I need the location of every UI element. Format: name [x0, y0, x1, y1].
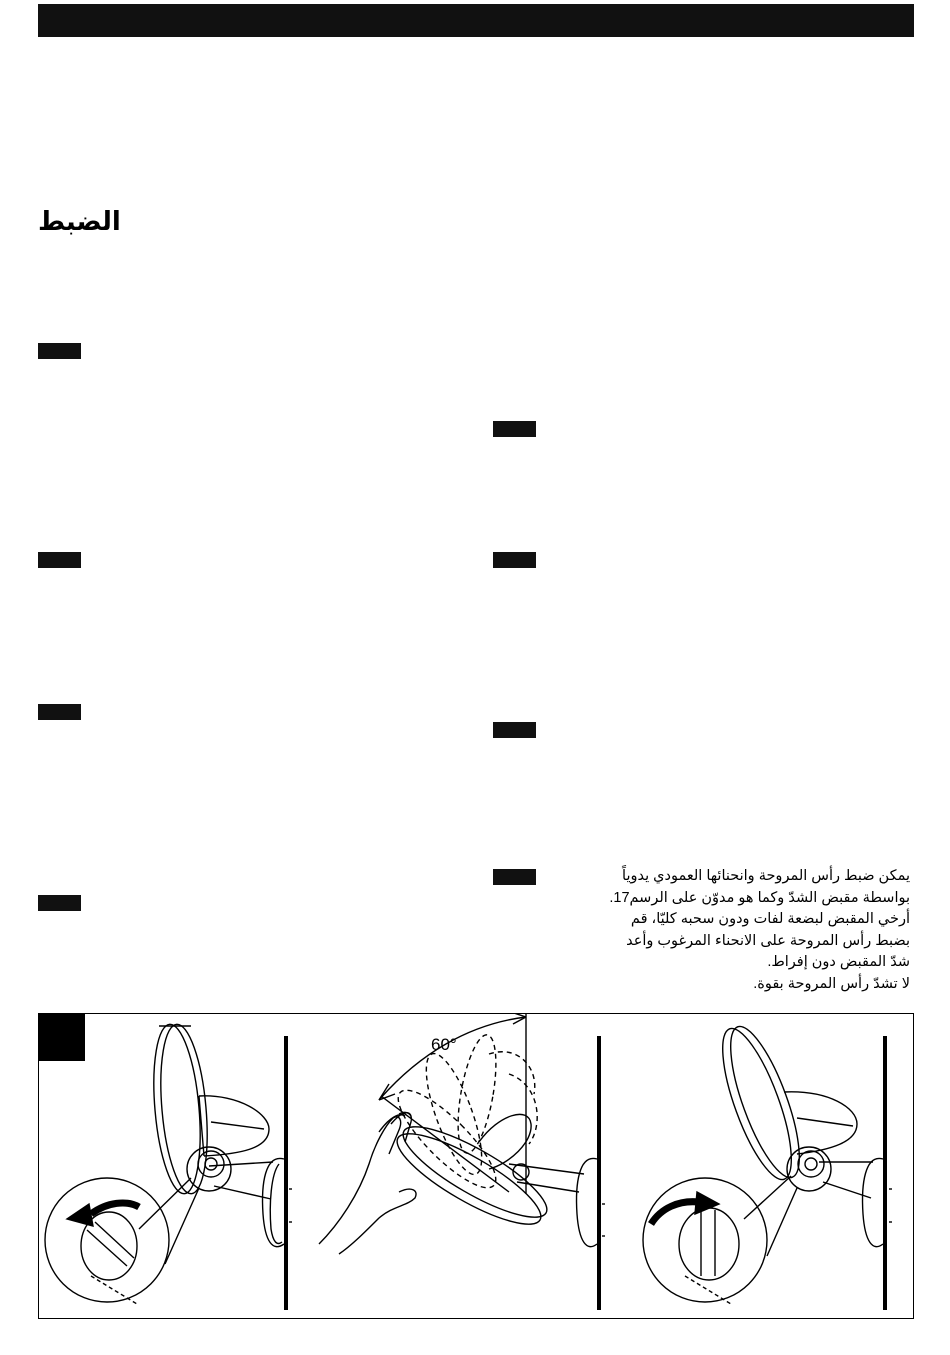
fan-adjustment-illustration: [39, 1014, 914, 1319]
instruction-line: لا تشدّ رأس المروحة بقوة.: [753, 975, 910, 992]
instruction-line: يمكن ضبط رأس المروحة وانحنائها العمودي يدوياً: [622, 868, 910, 884]
adjustment-instructions: [570, 866, 910, 995]
language-tab-marker: [38, 895, 81, 911]
language-tab-marker: [38, 343, 81, 359]
language-tab-marker: [38, 552, 81, 568]
panel-tilt: [319, 1014, 608, 1310]
language-tab-marker: [493, 421, 536, 437]
section-title: الضبط: [38, 206, 121, 236]
language-tab-marker: [493, 552, 536, 568]
instruction-line: أرخي المقبض لبضعة لفات ودون سحبه كليّا، قم: [630, 911, 910, 927]
language-tab-marker: [493, 869, 536, 885]
instruction-line: بضبط رأس المروحة على الانحناء المرغوب وأعد: [626, 932, 910, 949]
angle-label: 60°: [431, 1035, 457, 1054]
illustration-figure: [38, 1013, 914, 1319]
language-tab-marker: [38, 704, 81, 720]
instruction-line: شدّ المقبض دون إفراط.: [767, 954, 910, 970]
panel-loosen: [45, 1022, 295, 1310]
instruction-line: بواسطة مقبض الشدّ وكما هو مدوّن على الرسم17.: [609, 889, 910, 906]
language-tab-marker: [493, 722, 536, 738]
header-bar: [38, 4, 914, 37]
panel-tighten: [643, 1019, 895, 1310]
